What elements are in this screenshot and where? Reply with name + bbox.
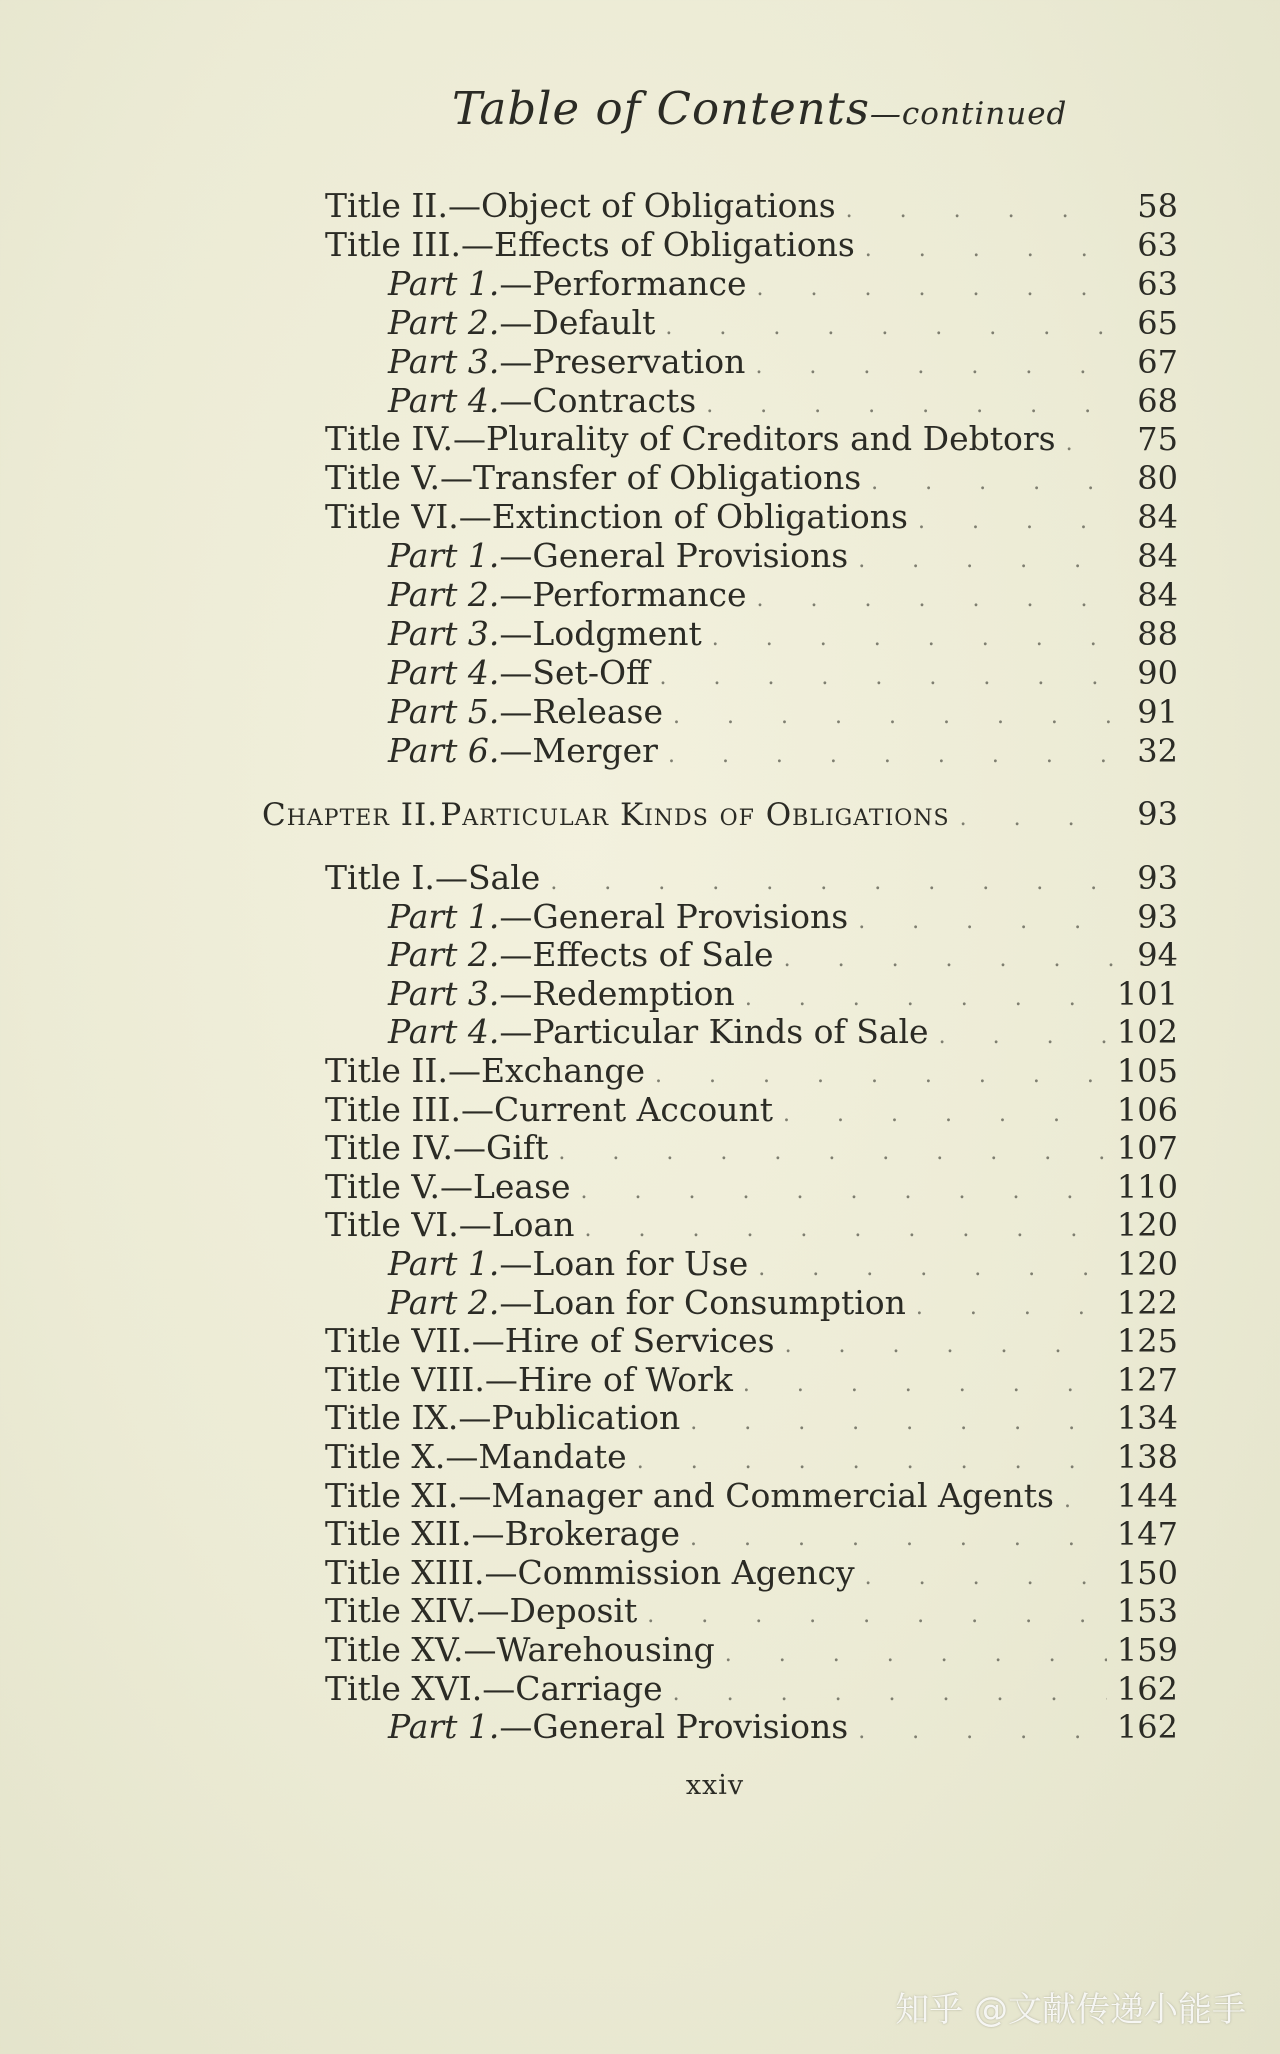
page-number: 88 [1137, 614, 1178, 653]
page-number: 32 [1137, 731, 1178, 770]
entry-text: —General Provisions [499, 536, 849, 576]
toc-entry-label [388, 731, 658, 771]
title-number: Title X. [325, 1437, 446, 1476]
entry-text: —Loan for Consumption [499, 1282, 906, 1322]
toc-entry [325, 497, 1178, 537]
title-number: Title V. [325, 1166, 440, 1206]
toc-entry [325, 1553, 1178, 1593]
entry-text: —Mandate [445, 1437, 627, 1476]
toc-entry [325, 419, 1178, 459]
entry-text: —Plurality of Creditors and Debtors [453, 419, 1056, 459]
toc-entry [325, 1591, 1178, 1631]
entry-text: —Set-Off [499, 652, 650, 692]
entry-text: —Exchange [447, 1051, 645, 1090]
toc-entry [388, 692, 1178, 732]
toc-entry-label [325, 1630, 715, 1670]
title-number: Title III. [325, 224, 461, 264]
toc-entry [388, 935, 1178, 975]
part-number: Part 3. [388, 973, 500, 1013]
entry-text: —Manager and Commercial Agents [458, 1475, 1054, 1515]
entry-text: —Carriage [482, 1668, 663, 1708]
entry-text: —Particular Kinds of Sale [499, 1012, 929, 1052]
toc-entry [325, 858, 1178, 898]
toc-entry [325, 1630, 1178, 1670]
page-number: 162 [1116, 1708, 1178, 1747]
toc-entry [388, 731, 1178, 771]
entry-text: —Contracts [499, 380, 697, 420]
title-number: Title II. [325, 1051, 448, 1090]
toc-entry [325, 1128, 1178, 1168]
page-number: 75 [1137, 420, 1178, 459]
toc-entry-label [325, 497, 908, 537]
entry-text: —Performance [499, 263, 747, 303]
entry-text: —Brokerage [471, 1514, 680, 1554]
part-number: Part 6. [388, 730, 500, 770]
toc-entry [388, 536, 1178, 576]
title-number: Title II. [325, 186, 448, 225]
part-number: Part 2. [388, 935, 500, 975]
title-number: Title XIV. [325, 1591, 477, 1631]
toc-entry-label [325, 858, 540, 898]
part-number: Part 1. [388, 1244, 500, 1283]
page-number: 93 [1137, 859, 1178, 897]
page-heading [452, 82, 1067, 135]
toc-entry [325, 1090, 1178, 1130]
toc-entry [388, 575, 1178, 615]
toc-entry [388, 974, 1178, 1014]
toc-entry [388, 653, 1178, 693]
toc-entry-label [388, 614, 702, 654]
toc-entry-label [325, 1669, 663, 1709]
entry-text: —General Provisions [499, 1707, 849, 1747]
page-number: 102 [1116, 1013, 1178, 1052]
toc-entry [325, 1360, 1178, 1400]
page-number: 162 [1116, 1669, 1178, 1708]
page-number: 110 [1116, 1167, 1178, 1206]
heading-suffix: —continued [869, 96, 1068, 132]
toc-entry-label [325, 1514, 680, 1554]
page-number: 84 [1137, 498, 1178, 537]
page-number: 150 [1116, 1553, 1178, 1592]
title-number: Title XI. [325, 1475, 459, 1515]
title-number: Title IX. [325, 1398, 459, 1438]
toc-entry-label [325, 458, 861, 498]
toc-entry [325, 458, 1178, 498]
page-number: 147 [1116, 1515, 1178, 1554]
toc-entry [325, 225, 1178, 265]
part-number: Part 4. [388, 652, 500, 692]
entry-text: —Merger [499, 730, 658, 770]
dot-leader [858, 1712, 1107, 1752]
page-number: 127 [1116, 1360, 1178, 1399]
toc-entry-label [388, 342, 745, 382]
title-number: Title VI. [325, 1205, 459, 1245]
part-number: Part 1. [388, 896, 500, 936]
title-number: Title III. [325, 1089, 461, 1129]
heading-title: Table of Contents [452, 82, 870, 135]
page-number: 122 [1116, 1283, 1178, 1322]
page-number: 101 [1116, 974, 1178, 1013]
entry-text: —Default [499, 302, 656, 342]
toc-entry-label [388, 692, 663, 732]
toc-entry [388, 381, 1178, 421]
entry-text: —Performance [499, 575, 747, 614]
entry-text: —Hire of Services [471, 1321, 775, 1361]
toc-entry-label [388, 381, 696, 421]
watermark-text: 知乎 @文献传递小能手 [895, 1990, 1246, 2030]
entry-text: —Lease [439, 1166, 571, 1206]
chapter-page-number: 93 [1137, 795, 1178, 833]
title-number: Title V. [325, 458, 440, 498]
entry-text: —Effects of Sale [499, 935, 774, 975]
title-number: Title VI. [325, 497, 459, 537]
toc-entry [388, 1707, 1178, 1747]
toc-entry [388, 1012, 1178, 1052]
toc-entry-label [325, 1051, 645, 1091]
toc-entry [388, 897, 1178, 937]
page-number: 58 [1137, 187, 1178, 225]
entry-text: —Transfer of Obligations [439, 458, 862, 498]
part-number: Part 4. [388, 1012, 500, 1052]
chapter-title: Particular Kinds of Obligations [440, 797, 950, 833]
page-number: 90 [1137, 653, 1178, 692]
page-number: 67 [1137, 342, 1178, 381]
page-number: 125 [1116, 1322, 1178, 1361]
page-number: 144 [1116, 1476, 1178, 1515]
toc-entry-label [388, 974, 735, 1014]
toc-entry [388, 614, 1178, 654]
page-number: 63 [1137, 225, 1178, 264]
dot-leader [668, 736, 1114, 776]
entry-text: —Sale [434, 858, 541, 897]
entry-text: —Hire of Work [484, 1359, 733, 1399]
title-number: Title XV. [325, 1630, 464, 1669]
toc-entry [388, 342, 1178, 382]
page-number: 84 [1137, 537, 1178, 576]
toc-entry-label [325, 1476, 1054, 1516]
entry-text: —Gift [453, 1128, 549, 1168]
toc-entry [388, 1283, 1178, 1323]
toc-entry [325, 1205, 1178, 1245]
entry-text: —Lodgment [499, 613, 702, 653]
toc-entry-label [325, 1321, 775, 1361]
toc-entry-label [325, 1090, 773, 1130]
part-number: Part 5. [388, 691, 500, 731]
page-number: 65 [1137, 303, 1178, 342]
toc-entry-label [325, 1128, 548, 1168]
part-number: Part 2. [388, 575, 500, 614]
toc-entry-label [325, 1167, 571, 1207]
toc-entry-label [388, 1283, 906, 1323]
entry-text: —Extinction of Obligations [458, 497, 908, 537]
page-number: 84 [1137, 576, 1178, 614]
entry-text: —Object of Obligations [447, 186, 836, 225]
entry-text: —Current Account [461, 1089, 774, 1129]
title-number: Title VII. [325, 1321, 472, 1361]
title-number: Title IV. [325, 1128, 453, 1168]
toc-entry [325, 1514, 1178, 1554]
entry-text: —Effects of Obligations [461, 224, 855, 264]
toc-entry-label [325, 1205, 574, 1245]
toc-entry-label [388, 935, 774, 975]
entry-text: —Redemption [499, 973, 735, 1013]
toc-entry [325, 1167, 1178, 1207]
page-folio: xxiv [685, 1770, 745, 1801]
part-number: Part 2. [388, 1282, 500, 1322]
page-number: 120 [1116, 1206, 1178, 1245]
toc-entry [325, 1051, 1178, 1091]
title-number: Title I. [325, 858, 435, 897]
entry-text: —Preservation [499, 341, 746, 381]
page-number: 91 [1137, 692, 1178, 731]
toc-entry-label [388, 653, 649, 693]
entry-text: —Publication [458, 1398, 681, 1438]
chapter-heading [262, 794, 1178, 834]
toc-entry [388, 303, 1178, 343]
page-number: 107 [1116, 1129, 1178, 1168]
entry-text: —Loan [458, 1205, 575, 1245]
page-number: 63 [1137, 264, 1178, 303]
toc-entry [325, 1476, 1178, 1516]
title-number: Title VIII. [325, 1359, 485, 1399]
toc-entry-label [325, 1553, 855, 1593]
toc-entry-label [388, 1244, 748, 1284]
entry-text: —Release [499, 691, 664, 731]
toc-entry-label [325, 225, 855, 265]
page-number: 93 [1137, 897, 1178, 936]
toc-entry [325, 1437, 1178, 1477]
part-number: Part 4. [388, 380, 500, 420]
toc-entry-label [388, 303, 655, 343]
entry-text: —Commission Agency [484, 1552, 855, 1592]
toc-entry-label [325, 1398, 680, 1438]
title-number: Title IV. [325, 419, 453, 459]
toc-entry [388, 1244, 1178, 1284]
part-number: Part 1. [388, 536, 500, 576]
page-number: 68 [1137, 381, 1178, 420]
toc-entry-label [388, 1707, 848, 1747]
entry-text: —General Provisions [499, 896, 849, 936]
part-number: Part 3. [388, 613, 500, 653]
toc-entry-label [325, 1360, 733, 1400]
part-number: Part 3. [388, 341, 500, 381]
toc-entry [388, 264, 1178, 304]
part-number: Part 1. [388, 1707, 500, 1747]
toc-entry [325, 1398, 1178, 1438]
toc-entry-label [325, 419, 1056, 459]
title-number: Title XII. [325, 1514, 472, 1554]
toc-entry-label [388, 1012, 929, 1052]
toc-entry-label [325, 1437, 627, 1477]
part-number: Part 2. [388, 302, 500, 342]
page-number: 153 [1116, 1592, 1178, 1631]
page-number: 138 [1116, 1438, 1178, 1476]
toc-entry [325, 1321, 1178, 1361]
part-number: Part 1. [388, 263, 500, 303]
page-number: 80 [1137, 459, 1178, 498]
entry-text: —Deposit [476, 1591, 638, 1631]
toc-entry-label [388, 264, 747, 304]
chapter-number: Chapter II. [262, 797, 439, 833]
toc-entry [325, 186, 1178, 226]
toc-entry [325, 1669, 1178, 1709]
page-number: 105 [1116, 1052, 1178, 1090]
toc-entry-label [388, 897, 848, 937]
toc-entry-label [325, 1591, 637, 1631]
toc-entry-label [325, 186, 836, 226]
toc-entry-label [388, 575, 747, 615]
entry-text: —Loan for Use [499, 1244, 749, 1283]
entry-text: —Warehousing [463, 1630, 715, 1669]
page-number: 159 [1116, 1631, 1178, 1669]
title-number: Title XIII. [325, 1552, 485, 1592]
toc-entry-label [388, 536, 848, 576]
page-number: 120 [1116, 1245, 1178, 1283]
page-number: 134 [1116, 1399, 1178, 1438]
page-number: 94 [1137, 936, 1178, 975]
page-number: 106 [1116, 1090, 1178, 1129]
dot-leader [960, 799, 1114, 839]
title-number: Title XVI. [325, 1668, 483, 1708]
